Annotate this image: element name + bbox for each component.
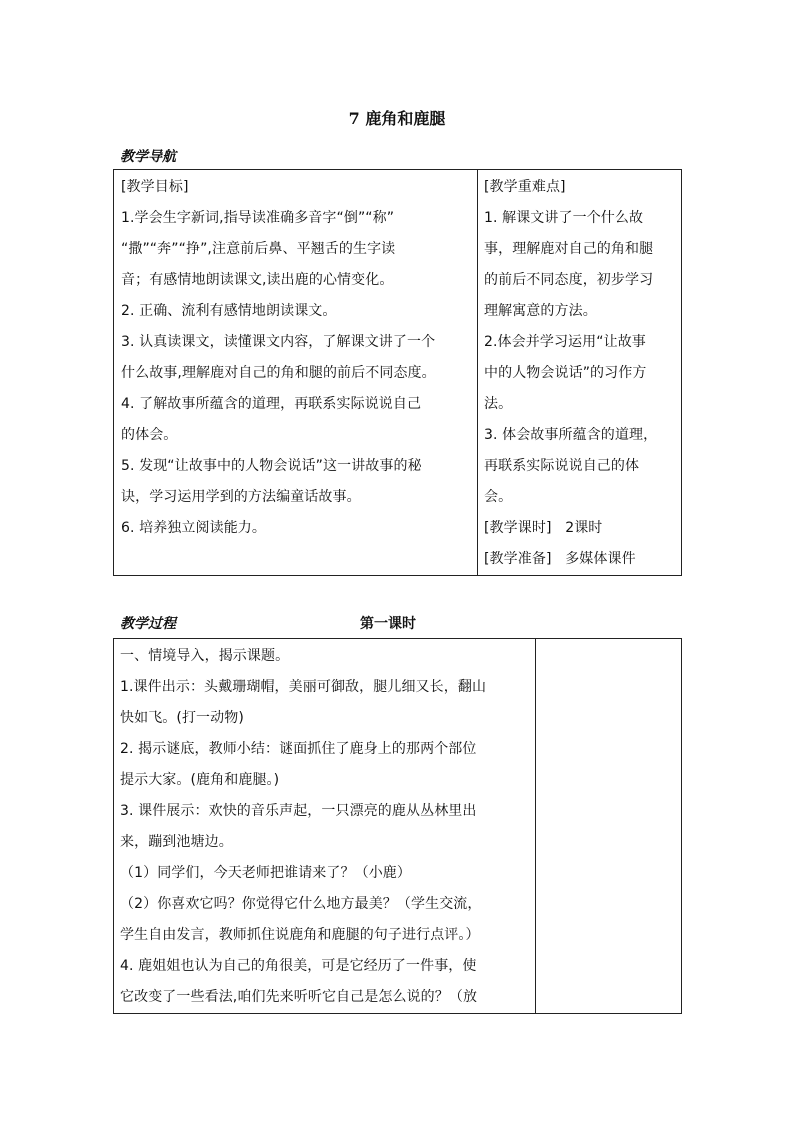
process-line: 4. 鹿姐姐也认为自己的角很美，可是它经历了一件事，使: [120, 958, 477, 974]
goal-line: 音；有感情地朗读课文,读出鹿的心情变化。: [121, 272, 394, 288]
session-label: 第一课时: [360, 616, 416, 632]
prep-value: 多媒体课件: [565, 551, 636, 567]
hours-value: 2课时: [565, 520, 603, 536]
prep-label: [教学准备]: [484, 551, 552, 567]
lesson-title: 7 鹿角和鹿腿: [348, 109, 446, 128]
process-notes-cell: [536, 639, 682, 1014]
key-point-line: 3. 体会故事所蕴含的道理，: [484, 427, 658, 443]
process-line: 来，蹦到池塘边。: [120, 834, 233, 850]
process-line: 一、情境导入，揭示课题。: [120, 648, 290, 664]
goal-line: 4. 了解故事所蕴含的道理，再联系实际说说自己: [121, 396, 422, 412]
process-content-cell: [114, 639, 536, 1014]
goal-line: 3. 认真读课文，读懂课文内容，了解课文讲了一个: [121, 334, 436, 350]
process-line: 3. 课件展示：欢快的音乐声起，一只漂亮的鹿从丛林里出: [120, 803, 477, 819]
key-point-line: 的前后不同态度，初步学习: [484, 272, 654, 288]
process-line: （2）你喜欢它吗？你觉得它什么地方最美？（学生交流，: [120, 896, 482, 912]
goals-cell: [114, 170, 478, 576]
guide-label: 教学导航: [120, 149, 176, 165]
process-line: 学生自由发言，教师抓住说鹿角和鹿腿的句子进行点评。）: [120, 927, 480, 943]
goal-line: 2. 正确、流利有感情地朗读课文。: [121, 303, 337, 319]
hours-label: [教学课时]: [484, 520, 552, 536]
goal-line: 6. 培养独立阅读能力。: [121, 520, 267, 536]
goal-line: “撒”“奔”“挣”,注意前后鼻、平翘舌的生字读: [121, 241, 396, 257]
goal-line: 5. 发现“让故事中的人物会说话”这一讲故事的秘: [121, 458, 422, 474]
goal-line: 的体会。: [121, 427, 178, 443]
process-line: 它改变了一些看法,咱们先来听听它自己是怎么说的？（放: [120, 989, 478, 1005]
goal-line: 什么故事,理解鹿对自己的角和腿的前后不同态度。: [121, 365, 436, 381]
key-points-header: [教学重难点]: [484, 179, 566, 195]
process-line: 1.课件出示：头戴珊瑚帽，美丽可御敌，腿儿细又长，翻山: [120, 679, 487, 695]
goal-line: 诀，学习运用学到的方法编童话故事。: [121, 489, 361, 505]
key-point-line: 理解寓意的方法。: [484, 303, 597, 319]
goals-header: [教学目标]: [121, 179, 189, 195]
goal-line: 1.学会生字新词,指导读准确多音字“倒”“称”: [121, 210, 395, 226]
lesson-hours: [484, 513, 681, 544]
key-point-line: 2.体会并学习运用“让故事: [484, 334, 646, 350]
process-line: 快如飞。(打一动物): [120, 710, 244, 726]
key-point-line: 1. 解课文讲了一个什么故: [484, 210, 644, 226]
key-point-line: 会。: [484, 489, 513, 505]
guide-table: [113, 169, 682, 576]
key-points-cell: [478, 170, 682, 576]
lesson-prep: [484, 544, 681, 575]
key-point-line: 再联系实际说说自己的体: [484, 458, 640, 474]
process-label: 教学过程: [120, 616, 176, 632]
process-line: 提示大家。(鹿角和鹿腿。): [120, 772, 280, 788]
key-point-line: 事，理解鹿对自己的角和腿: [484, 241, 654, 257]
key-point-line: 法。: [484, 396, 513, 412]
process-table: [113, 638, 682, 1014]
process-line: 2. 揭示谜底，教师小结：谜面抓住了鹿身上的那两个部位: [120, 741, 477, 757]
key-point-line: 中的人物会说话”的习作方: [484, 365, 647, 381]
process-line: （1）同学们，今天老师把谁请来了？（小鹿）: [120, 865, 412, 881]
